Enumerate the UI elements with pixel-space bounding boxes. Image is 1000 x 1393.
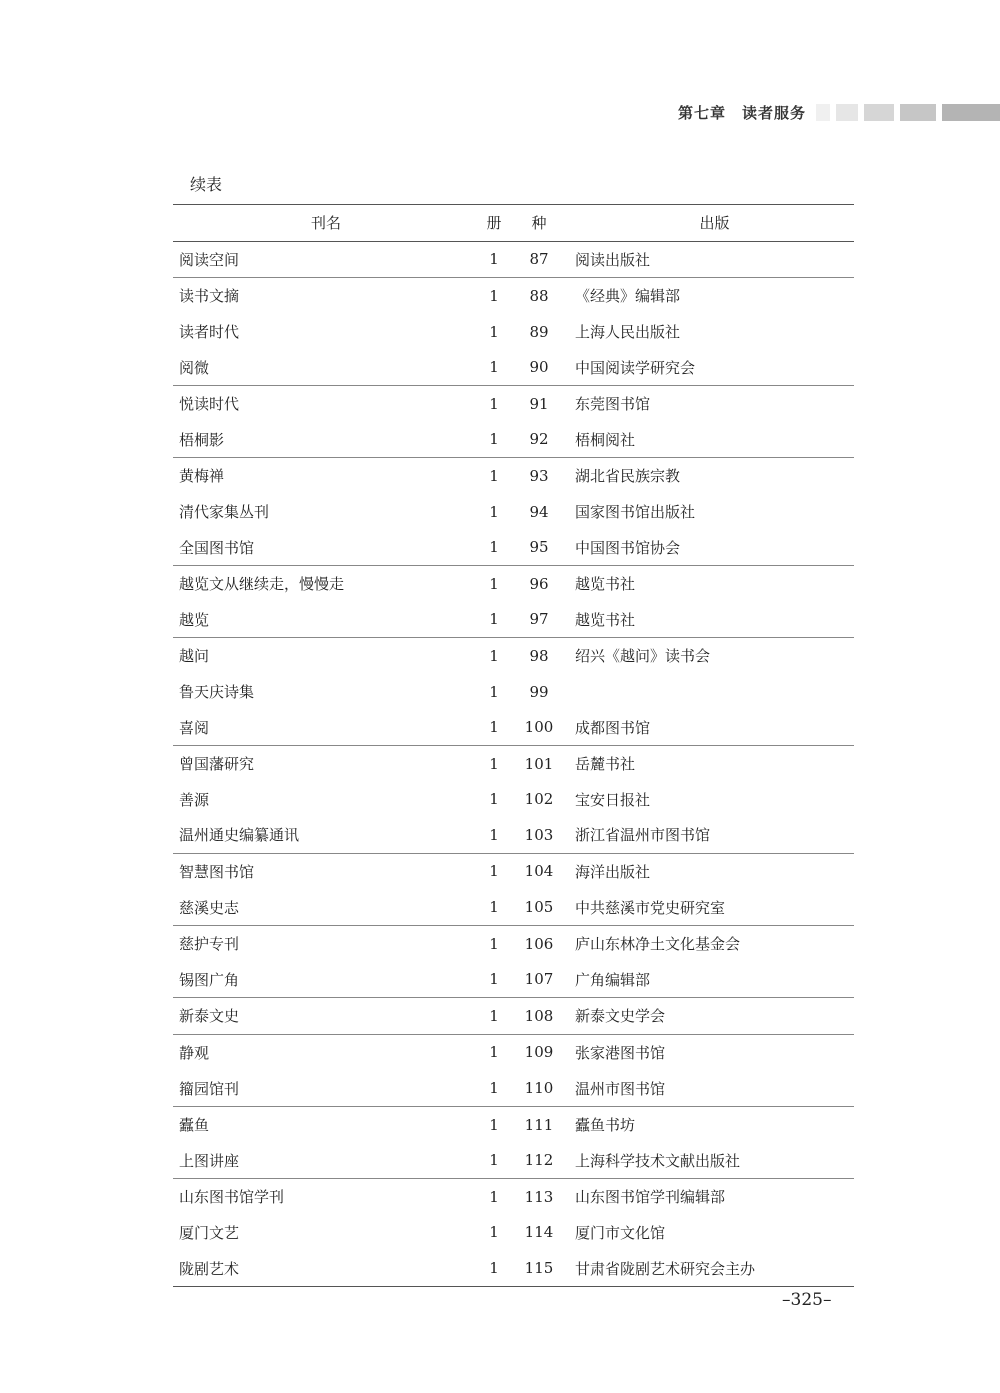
row-name: 蠹鱼 xyxy=(173,1106,479,1142)
table-row xyxy=(173,817,854,853)
row-publisher: 越览书社 xyxy=(575,610,636,629)
row-number: 108 xyxy=(509,998,569,1035)
row-number: 91 xyxy=(509,385,569,421)
row-number: 89 xyxy=(529,322,549,341)
row-name: 温州通史编纂通讯 xyxy=(179,826,300,845)
table-row xyxy=(173,385,854,421)
table-row xyxy=(173,709,854,745)
row-publisher: 梧桐阅社 xyxy=(575,430,636,449)
row-volume: 1 xyxy=(479,853,509,889)
row-publisher: 宝安日报社 xyxy=(575,790,651,809)
row-number: 87 xyxy=(529,250,549,269)
row-name: 阅微 xyxy=(179,358,210,377)
row-volume: 1 xyxy=(489,1151,499,1170)
header-number: 种 xyxy=(509,205,569,242)
row-publisher: 蠹鱼书坊 xyxy=(569,1106,854,1142)
row-name: 曾国藩研究 xyxy=(173,745,479,781)
table-row xyxy=(173,494,854,530)
row-volume: 1 xyxy=(479,1034,509,1070)
table-row xyxy=(173,1142,854,1178)
row-number: 98 xyxy=(509,638,569,674)
row-volume: 1 xyxy=(479,638,509,674)
row-volume: 1 xyxy=(479,1179,509,1215)
row-publisher: 山东图书馆学刊编辑部 xyxy=(569,1179,854,1215)
table-row xyxy=(173,1106,854,1142)
table-row xyxy=(173,241,854,278)
header-volume: 册 xyxy=(479,205,509,242)
row-number: 104 xyxy=(509,853,569,889)
row-name: 读者时代 xyxy=(179,323,240,342)
row-name: 智慧图书馆 xyxy=(173,853,479,889)
row-volume: 1 xyxy=(489,322,499,341)
row-number: 94 xyxy=(529,502,549,521)
header-publisher: 出版 xyxy=(569,205,854,242)
row-publisher: 庐山东林净土文化基金会 xyxy=(569,925,854,961)
table-row xyxy=(173,745,854,781)
row-number: 114 xyxy=(524,1223,554,1242)
row-publisher: 岳麓书社 xyxy=(569,745,854,781)
row-publisher: 张家港图书馆 xyxy=(569,1034,854,1070)
row-volume: 1 xyxy=(479,458,509,494)
row-number: 102 xyxy=(524,790,554,809)
row-publisher: 湖北省民族宗教 xyxy=(569,458,854,494)
table-row xyxy=(173,1034,854,1070)
row-name: 鲁天庆诗集 xyxy=(179,683,255,702)
header-decor-bar-3 xyxy=(864,104,894,121)
row-volume: 1 xyxy=(479,278,509,314)
header-decor-bar-2 xyxy=(836,104,858,121)
row-publisher: 中国图书馆协会 xyxy=(575,538,681,557)
table-row xyxy=(173,961,854,997)
row-name: 山东图书馆学刊 xyxy=(173,1179,479,1215)
row-name: 陇剧艺术 xyxy=(173,1250,479,1286)
row-number: 109 xyxy=(509,1034,569,1070)
header-decor-bar-5 xyxy=(942,104,1000,121)
table-row xyxy=(173,674,854,710)
row-number: 97 xyxy=(529,610,549,629)
row-number: 92 xyxy=(529,430,549,449)
table-row xyxy=(173,1179,854,1215)
row-volume: 1 xyxy=(489,610,499,629)
row-publisher: 阅读出版社 xyxy=(575,250,651,269)
row-number: 95 xyxy=(529,538,549,557)
row-number: 105 xyxy=(524,898,554,917)
row-publisher: 温州市图书馆 xyxy=(575,1079,666,1098)
table-row xyxy=(173,1215,854,1251)
row-name: 阅读空间 xyxy=(179,250,240,269)
row-number: 101 xyxy=(509,745,569,781)
table-row xyxy=(173,278,854,314)
row-name: 上图讲座 xyxy=(179,1151,240,1170)
row-number: 111 xyxy=(509,1106,569,1142)
row-name: 越览 xyxy=(179,610,210,629)
row-name: 静观 xyxy=(173,1034,479,1070)
running-header xyxy=(0,100,1000,126)
row-name: 锡图广角 xyxy=(179,970,240,989)
row-name: 读书文摘 xyxy=(173,278,479,314)
row-volume: 1 xyxy=(489,1079,499,1098)
row-volume: 1 xyxy=(479,565,509,601)
header-decor-bar-1 xyxy=(816,104,830,121)
row-volume: 1 xyxy=(479,925,509,961)
row-volume: 1 xyxy=(489,825,499,844)
page-number: –325– xyxy=(782,1290,832,1310)
table-header-row xyxy=(173,205,854,242)
row-volume: 1 xyxy=(479,745,509,781)
table-row xyxy=(173,1250,854,1286)
table-row xyxy=(173,638,854,674)
row-volume: 1 xyxy=(479,1250,509,1286)
row-publisher: 《经典》编辑部 xyxy=(569,278,854,314)
row-number: 90 xyxy=(529,358,549,377)
row-publisher: 上海科学技术文献出版社 xyxy=(575,1151,741,1170)
table-row xyxy=(173,349,854,385)
row-name: 梧桐影 xyxy=(179,430,225,449)
row-name: 籀园馆刊 xyxy=(179,1079,240,1098)
row-name: 善源 xyxy=(179,790,210,809)
row-number: 99 xyxy=(529,682,549,701)
periodical-table xyxy=(173,204,854,1287)
row-name: 清代家集丛刊 xyxy=(179,503,270,522)
row-volume: 1 xyxy=(489,682,499,701)
table-row xyxy=(173,1070,854,1106)
table-continued-label: 续表 xyxy=(190,175,223,194)
table-row xyxy=(173,422,854,458)
row-volume: 1 xyxy=(489,718,499,737)
row-publisher xyxy=(569,674,854,710)
row-number: 110 xyxy=(524,1079,554,1098)
row-volume: 1 xyxy=(489,970,499,989)
row-volume: 1 xyxy=(479,1106,509,1142)
table-row xyxy=(173,853,854,889)
row-name: 越览文从继续走，慢慢走 xyxy=(173,565,479,601)
table-body xyxy=(173,241,854,1286)
row-number: 88 xyxy=(509,278,569,314)
row-name: 越问 xyxy=(173,638,479,674)
row-publisher: 新泰文史学会 xyxy=(569,998,854,1035)
row-volume: 1 xyxy=(489,430,499,449)
table-row xyxy=(173,529,854,565)
row-publisher: 厦门市文化馆 xyxy=(575,1223,666,1242)
row-publisher: 东莞图书馆 xyxy=(569,385,854,421)
table-row xyxy=(173,889,854,925)
row-volume: 1 xyxy=(489,898,499,917)
row-volume: 1 xyxy=(489,358,499,377)
row-name: 慈护专刊 xyxy=(173,925,479,961)
row-number: 96 xyxy=(509,565,569,601)
row-number: 107 xyxy=(524,970,554,989)
row-volume: 1 xyxy=(489,502,499,521)
row-name: 黄梅禅 xyxy=(173,458,479,494)
row-volume: 1 xyxy=(489,250,499,269)
table-row xyxy=(173,602,854,638)
row-name: 喜阅 xyxy=(179,718,210,737)
chapter-title: 第七章 读者服务 xyxy=(677,104,806,122)
header-decor-bar-4 xyxy=(900,104,936,121)
row-publisher: 成都图书馆 xyxy=(575,718,651,737)
row-volume: 1 xyxy=(489,1223,499,1242)
row-publisher: 中国阅读学研究会 xyxy=(575,358,696,377)
row-publisher: 广角编辑部 xyxy=(575,970,651,989)
row-name: 新泰文史 xyxy=(173,998,479,1035)
table-row xyxy=(173,925,854,961)
row-name: 全国图书馆 xyxy=(179,538,255,557)
row-number: 93 xyxy=(509,458,569,494)
row-volume: 1 xyxy=(489,790,499,809)
row-publisher: 越览书社 xyxy=(569,565,854,601)
row-number: 115 xyxy=(509,1250,569,1286)
header-name: 刊名 xyxy=(173,205,479,242)
row-publisher: 海洋出版社 xyxy=(569,853,854,889)
row-name: 慈溪史志 xyxy=(179,898,240,917)
table-row xyxy=(173,458,854,494)
row-number: 113 xyxy=(509,1179,569,1215)
row-name: 悦读时代 xyxy=(173,385,479,421)
row-volume: 1 xyxy=(489,538,499,557)
row-number: 106 xyxy=(509,925,569,961)
row-name: 厦门文艺 xyxy=(179,1223,240,1242)
row-number: 103 xyxy=(524,825,554,844)
row-publisher: 甘肃省陇剧艺术研究会主办 xyxy=(569,1250,854,1286)
table-row xyxy=(173,565,854,601)
row-publisher: 浙江省温州市图书馆 xyxy=(575,826,711,845)
row-publisher: 上海人民出版社 xyxy=(575,323,681,342)
row-publisher: 绍兴《越问》读书会 xyxy=(569,638,854,674)
row-number: 112 xyxy=(524,1151,554,1170)
table-row xyxy=(173,782,854,818)
table-row xyxy=(173,998,854,1035)
row-publisher: 中共慈溪市党史研究室 xyxy=(575,898,726,917)
row-volume: 1 xyxy=(479,385,509,421)
table-row xyxy=(173,314,854,350)
row-volume: 1 xyxy=(479,998,509,1035)
row-number: 100 xyxy=(524,718,554,737)
row-publisher: 国家图书馆出版社 xyxy=(575,503,696,522)
